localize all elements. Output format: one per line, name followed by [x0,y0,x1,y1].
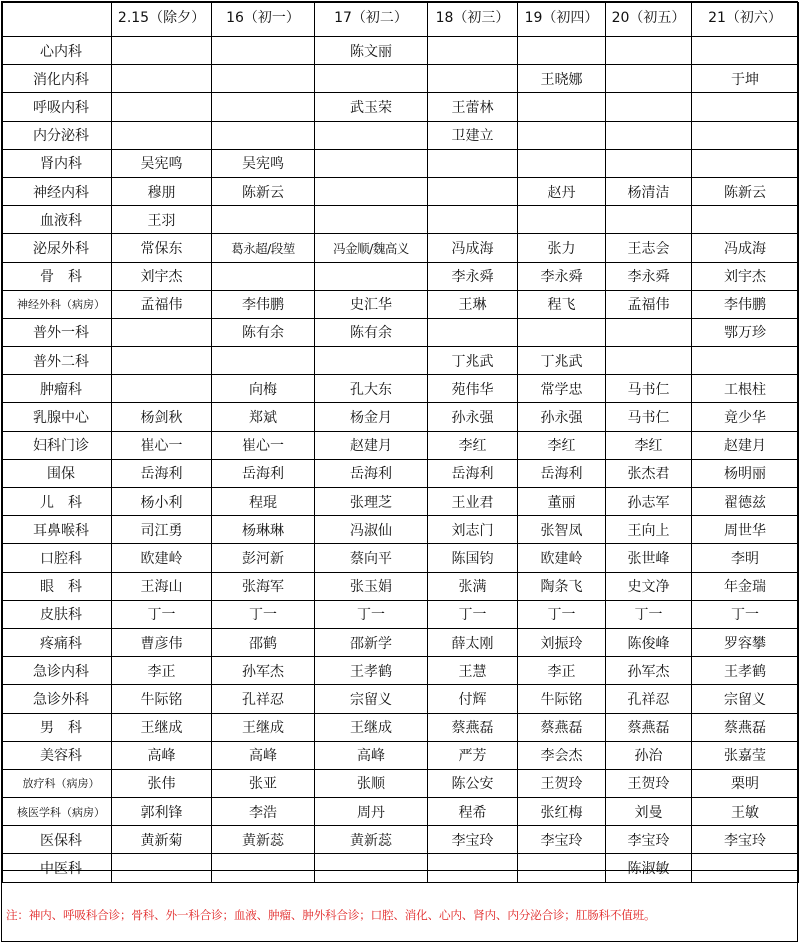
duty-cell: 王羽 [112,206,212,234]
duty-cell: 丁一 [518,600,606,628]
duty-cell: 陶条飞 [518,572,606,600]
duty-cell: 邵鹤 [212,628,315,656]
duty-cell: 董丽 [518,488,606,516]
duty-cell: 岳海利 [428,459,518,487]
duty-cell: 彭河新 [212,544,315,572]
duty-cell [112,65,212,93]
duty-cell [692,121,799,149]
duty-cell: 黄新蕊 [212,826,315,854]
table-row [3,628,799,656]
department-cell: 核医学科（病房） [3,798,112,826]
duty-cell: 崔心一 [212,431,315,459]
duty-cell [692,93,799,121]
duty-cell: 岳海利 [212,459,315,487]
duty-cell: 蔡向平 [315,544,428,572]
duty-cell: 宗留义 [692,685,799,713]
table-row [3,798,799,826]
duty-cell [518,37,606,65]
date-header: 2.15（除夕） [112,3,212,37]
duty-cell [428,318,518,346]
duty-cell: 高峰 [112,741,212,769]
department-cell: 耳鼻喉科 [3,516,112,544]
duty-cell: 周丹 [315,798,428,826]
duty-cell: 李伟鹏 [212,290,315,318]
duty-cell: 陈俊峰 [606,628,692,656]
department-cell: 血液科 [3,206,112,234]
duty-cell: 高峰 [212,741,315,769]
duty-cell: 李浩 [212,798,315,826]
duty-cell [428,206,518,234]
duty-cell: 杨琳琳 [212,516,315,544]
duty-cell: 葛永超/段堃 [212,234,315,262]
duty-cell [112,347,212,375]
department-cell: 放疗科（病房） [3,769,112,797]
duty-cell: 崔心一 [112,431,212,459]
duty-cell: 李宝玲 [428,826,518,854]
duty-cell: 陈国钧 [428,544,518,572]
date-header: 21（初六） [692,3,799,37]
duty-cell: 马书仁 [606,403,692,431]
duty-cell [606,65,692,93]
table-row [3,37,799,65]
duty-cell [212,206,315,234]
department-cell: 中医科 [3,854,112,882]
duty-cell [315,65,428,93]
duty-cell: 郑斌 [212,403,315,431]
duty-cell: 张亚 [212,769,315,797]
duty-cell: 严芳 [428,741,518,769]
department-cell: 疼痛科 [3,628,112,656]
duty-cell: 陈淑敏 [606,854,692,882]
duty-cell: 程琨 [212,488,315,516]
duty-cell: 马书仁 [606,375,692,403]
table-row [3,121,799,149]
schedule-sheet [1,1,798,942]
department-cell: 急诊外科 [3,685,112,713]
duty-cell: 李永舜 [428,262,518,290]
duty-cell [518,149,606,177]
duty-cell: 丁一 [692,600,799,628]
duty-cell [112,318,212,346]
duty-cell: 武玉荣 [315,93,428,121]
duty-cell: 常学忠 [518,375,606,403]
corner-cell [3,3,112,37]
department-cell: 围保 [3,459,112,487]
duty-cell: 陈新云 [212,177,315,205]
department-cell: 妇科门诊 [3,431,112,459]
duty-cell: 赵建月 [692,431,799,459]
duty-cell [606,206,692,234]
duty-cell: 张满 [428,572,518,600]
duty-cell: 王继成 [212,713,315,741]
department-cell: 急诊内科 [3,657,112,685]
duty-cell: 孔祥忍 [606,685,692,713]
department-cell: 肾内科 [3,149,112,177]
duty-cell: 丁一 [315,600,428,628]
duty-cell: 司江勇 [112,516,212,544]
duty-cell: 牛际铭 [112,685,212,713]
duty-cell [315,206,428,234]
duty-cell [212,121,315,149]
duty-cell [518,318,606,346]
duty-cell [692,206,799,234]
table-row [3,713,799,741]
duty-cell: 丁一 [112,600,212,628]
department-cell: 口腔科 [3,544,112,572]
department-cell: 心内科 [3,37,112,65]
department-cell: 美容科 [3,741,112,769]
duty-cell: 张力 [518,234,606,262]
duty-cell: 王业君 [428,488,518,516]
duty-cell: 冯淑仙 [315,516,428,544]
duty-cell: 丁一 [212,600,315,628]
duty-cell: 孙永强 [518,403,606,431]
duty-cell: 赵丹 [518,177,606,205]
table-row [3,600,799,628]
table-row [3,234,799,262]
duty-cell: 李红 [518,431,606,459]
duty-cell [112,37,212,65]
duty-cell [606,37,692,65]
department-cell: 内分泌科 [3,121,112,149]
duty-cell: 张智凤 [518,516,606,544]
duty-cell: 张杰君 [606,459,692,487]
duty-cell: 王继成 [112,713,212,741]
table-row [3,177,799,205]
duty-cell: 付辉 [428,685,518,713]
duty-cell: 张理芝 [315,488,428,516]
duty-cell: 张顺 [315,769,428,797]
duty-cell: 鄂万珍 [692,318,799,346]
duty-cell: 陈有余 [212,318,315,346]
duty-cell: 牛际铭 [518,685,606,713]
header-row [3,3,799,37]
duty-cell: 岳海利 [315,459,428,487]
duty-cell: 李会杰 [518,741,606,769]
footer-note [2,870,798,942]
duty-cell: 岳海利 [112,459,212,487]
duty-cell: 王向上 [606,516,692,544]
duty-cell [428,65,518,93]
duty-cell [606,93,692,121]
duty-cell: 刘宇杰 [112,262,212,290]
duty-cell: 杨金月 [315,403,428,431]
duty-cell: 邵新学 [315,628,428,656]
duty-cell [212,262,315,290]
table-row [3,347,799,375]
duty-cell: 杨清洁 [606,177,692,205]
duty-cell: 丁兆武 [428,347,518,375]
table-row [3,403,799,431]
duty-cell [606,347,692,375]
table-row [3,769,799,797]
duty-cell: 蔡燕磊 [606,713,692,741]
department-cell: 男 科 [3,713,112,741]
duty-cell: 陈公安 [428,769,518,797]
duty-cell [212,65,315,93]
date-header: 16（初一） [212,3,315,37]
duty-cell: 高峰 [315,741,428,769]
table-row [3,262,799,290]
duty-cell: 王慧 [428,657,518,685]
duty-cell [315,177,428,205]
duty-cell [315,347,428,375]
duty-cell: 刘宇杰 [692,262,799,290]
duty-cell [315,149,428,177]
duty-cell: 于坤 [692,65,799,93]
duty-cell: 蔡燕磊 [428,713,518,741]
table-row [3,318,799,346]
duty-cell: 吴宪鸣 [112,149,212,177]
duty-cell: 王敏 [692,798,799,826]
duty-cell: 刘振玲 [518,628,606,656]
duty-cell [212,347,315,375]
date-header: 20（初五） [606,3,692,37]
department-cell: 普外一科 [3,318,112,346]
duty-cell: 常保东 [112,234,212,262]
duty-cell: 张海军 [212,572,315,600]
duty-cell: 岳海利 [518,459,606,487]
duty-cell: 王贺玲 [518,769,606,797]
duty-cell: 孙治 [606,741,692,769]
duty-cell [606,318,692,346]
department-cell: 神经外科（病房） [3,290,112,318]
duty-cell: 冯金顺/魏高义 [315,234,428,262]
duty-cell: 孟福伟 [606,290,692,318]
duty-cell: 竟少华 [692,403,799,431]
duty-cell [692,37,799,65]
duty-cell: 欧建岭 [112,544,212,572]
department-cell: 骨 科 [3,262,112,290]
table-row [3,544,799,572]
duty-schedule-table [2,2,799,883]
department-cell: 神经内科 [3,177,112,205]
duty-cell: 王继成 [315,713,428,741]
department-cell: 泌尿外科 [3,234,112,262]
duty-cell: 刘曼 [606,798,692,826]
table-row [3,459,799,487]
duty-cell: 陈文丽 [315,37,428,65]
duty-cell: 程希 [428,798,518,826]
duty-cell: 栗明 [692,769,799,797]
duty-cell: 孙永强 [428,403,518,431]
department-cell: 乳腺中心 [3,403,112,431]
duty-cell: 王贺玲 [606,769,692,797]
table-row [3,290,799,318]
duty-cell: 李宝玲 [692,826,799,854]
duty-cell: 陈有余 [315,318,428,346]
duty-cell [518,121,606,149]
duty-cell: 王孝鹤 [692,657,799,685]
department-cell: 医保科 [3,826,112,854]
duty-cell [112,121,212,149]
duty-cell: 史汇华 [315,290,428,318]
department-cell: 肿瘤科 [3,375,112,403]
duty-cell: 苑伟华 [428,375,518,403]
department-cell: 普外二科 [3,347,112,375]
duty-cell: 程飞 [518,290,606,318]
table-row [3,93,799,121]
duty-cell: 李正 [112,657,212,685]
department-cell: 儿 科 [3,488,112,516]
duty-cell [518,206,606,234]
duty-cell [692,149,799,177]
duty-cell: 蔡燕磊 [518,713,606,741]
duty-cell: 蔡燕磊 [692,713,799,741]
duty-cell: 李永舜 [606,262,692,290]
date-header: 17（初二） [315,3,428,37]
duty-cell: 张嘉莹 [692,741,799,769]
duty-cell: 李宝玲 [606,826,692,854]
duty-cell: 孔祥忍 [212,685,315,713]
table-row [3,657,799,685]
duty-cell: 工根柱 [692,375,799,403]
duty-cell: 丁一 [428,600,518,628]
duty-cell: 张玉娟 [315,572,428,600]
duty-cell: 史文净 [606,572,692,600]
department-cell: 皮肤科 [3,600,112,628]
duty-cell: 宗留义 [315,685,428,713]
duty-cell: 赵建月 [315,431,428,459]
duty-cell [606,149,692,177]
duty-cell: 周世华 [692,516,799,544]
note-text: 注：神内、呼吸科合诊；骨科、外一科合诊；血液、肿瘤、肿外科合诊；口腔、消化、心内、肾内、内分泌合诊；肛肠科不值班。 [6,908,656,922]
duty-cell [112,375,212,403]
duty-cell: 卫建立 [428,121,518,149]
table-row [3,826,799,854]
duty-cell: 孟福伟 [112,290,212,318]
duty-cell [428,177,518,205]
duty-cell: 穆朋 [112,177,212,205]
duty-cell: 杨明丽 [692,459,799,487]
duty-cell: 刘志门 [428,516,518,544]
duty-cell: 王晓娜 [518,65,606,93]
duty-cell [315,262,428,290]
table-row [3,572,799,600]
duty-cell: 孙军杰 [606,657,692,685]
duty-cell [606,121,692,149]
duty-cell: 丁一 [606,600,692,628]
date-header: 19（初四） [518,3,606,37]
table-row [3,206,799,234]
duty-cell: 李红 [428,431,518,459]
duty-cell: 丁兆武 [518,347,606,375]
duty-cell: 黄新菊 [112,826,212,854]
duty-cell: 吴宪鸣 [212,149,315,177]
duty-cell: 张红梅 [518,798,606,826]
duty-cell: 黄新蕊 [315,826,428,854]
duty-cell: 孙志军 [606,488,692,516]
duty-cell: 冯成海 [428,234,518,262]
duty-cell [518,93,606,121]
duty-cell: 王海山 [112,572,212,600]
duty-cell: 李明 [692,544,799,572]
duty-cell: 翟德兹 [692,488,799,516]
duty-cell: 郭利锋 [112,798,212,826]
duty-cell: 王琳 [428,290,518,318]
table-row [3,741,799,769]
duty-cell: 李伟鹏 [692,290,799,318]
duty-cell: 曹彦伟 [112,628,212,656]
table-row [3,375,799,403]
duty-cell: 孙军杰 [212,657,315,685]
duty-cell [428,149,518,177]
duty-cell: 李正 [518,657,606,685]
duty-cell: 李宝玲 [518,826,606,854]
duty-cell [212,93,315,121]
duty-cell: 杨剑秋 [112,403,212,431]
duty-cell: 向梅 [212,375,315,403]
duty-cell [428,37,518,65]
duty-cell: 张世峰 [606,544,692,572]
duty-cell: 罗容攀 [692,628,799,656]
department-cell: 消化内科 [3,65,112,93]
duty-cell: 陈新云 [692,177,799,205]
department-cell: 呼吸内科 [3,93,112,121]
duty-cell: 欧建岭 [518,544,606,572]
table-row [3,516,799,544]
table-row [3,431,799,459]
table-row [3,488,799,516]
table-row [3,149,799,177]
duty-cell: 王志会 [606,234,692,262]
duty-cell: 王孝鹤 [315,657,428,685]
duty-cell [692,347,799,375]
duty-cell: 冯成海 [692,234,799,262]
duty-cell [112,93,212,121]
duty-cell: 年金瑞 [692,572,799,600]
duty-cell [212,37,315,65]
table-row [3,685,799,713]
duty-cell: 李红 [606,431,692,459]
department-cell: 眼 科 [3,572,112,600]
duty-cell: 孔大东 [315,375,428,403]
duty-cell: 张伟 [112,769,212,797]
duty-cell: 李永舜 [518,262,606,290]
duty-cell: 王蕾林 [428,93,518,121]
duty-cell: 薛太刚 [428,628,518,656]
duty-cell: 杨小利 [112,488,212,516]
date-header: 18（初三） [428,3,518,37]
table-row [3,65,799,93]
duty-cell [315,121,428,149]
